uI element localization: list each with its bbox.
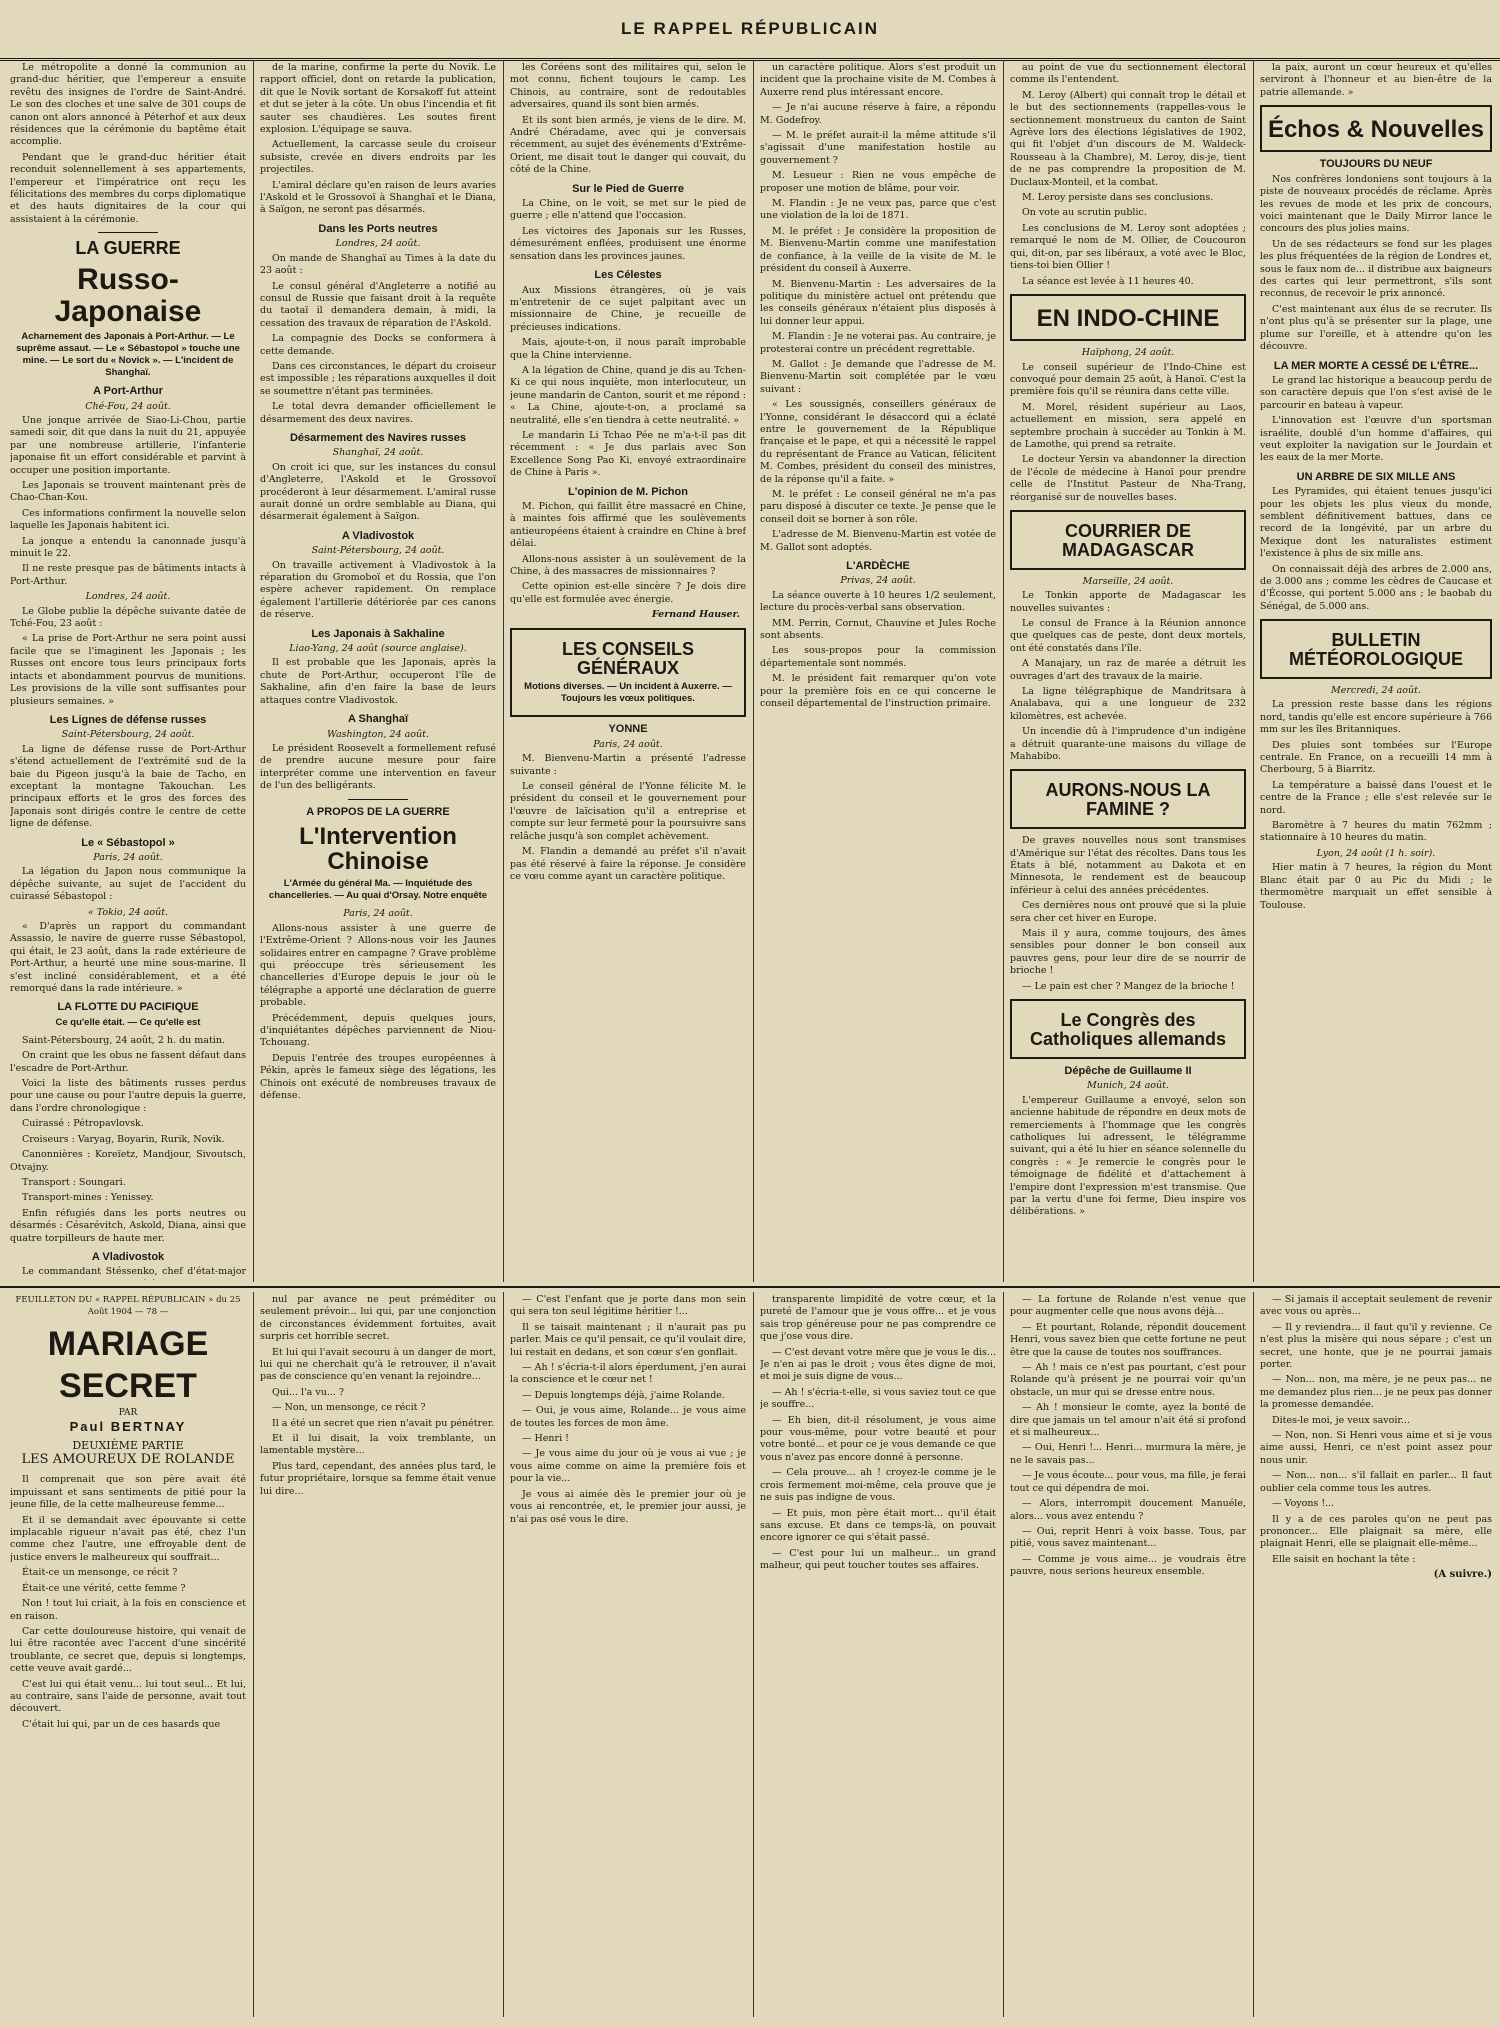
dateline: Munich, 24 août. — [1087, 1080, 1169, 1092]
paragraph: M. Flandin : Je ne voterai pas. Au contraire, je protesterai contre un précédent regrettable. — [760, 331, 996, 355]
feuilleton-meta: FEUILLETON DU « RAPPEL RÉPUBLICAIN » du 25 Août 1904 — 78 — — [15, 1295, 241, 1318]
paragraph: — Ah ! s'écria-t-elle, si vous saviez tout ce que je souffre... — [760, 1386, 996, 1411]
dateline: Privas, 24 août. — [840, 575, 916, 587]
dateline: Mercredi, 24 août. — [1331, 685, 1421, 696]
dateline: Washington, 24 août. — [327, 728, 429, 740]
paragraph: Il se taisait maintenant ; il n'aurait pas pu parler. Mais ce qu'il pensait, ce qu'il voulait dire, lui restait en dedans, et son cœur s'en gonflait. — [510, 1321, 746, 1358]
dateline: Paris, 24 août. — [593, 738, 663, 750]
paragraph: Actuellement, la carcasse seule du croiseur subsiste, crevée en divers endroits par les projectiles. — [260, 139, 496, 176]
dateline: Paris, 24 août. — [343, 908, 413, 920]
paragraph: transparente limpidité de votre cœur, et la pureté de l'amour que je vous offre... et je vous sais trop généreuse pour ne pas comprendre ce que j'ose vous dire. — [760, 1294, 996, 1343]
paragraph: — Je n'ai aucune réserve à faire, a répondu M. Godefroy. — [760, 102, 996, 126]
paragraph: Les Pyramides, qui étaient tenues jusqu'ici pour les objets les plus vieux du monde, semblent définitivement battues, dans ce record de la longévité, par un arbre du Mexique dont les naturalistes estiment l'existence à plus de six mille ans. — [1260, 486, 1492, 560]
indochina-box — [1010, 294, 1246, 341]
section-heading: A Vladivostok — [341, 529, 415, 542]
section-heading: Dans les Ports neutres — [318, 222, 438, 235]
paragraph: Était-ce un mensonge, ce récit ? — [22, 1567, 178, 1579]
paragraph: M. Leroy persiste dans ses conclusions. — [1022, 192, 1214, 204]
paragraph: Saint-Pétersbourg, 24 août, 2 h. du matin. — [22, 1034, 225, 1046]
dateline: Londres, 24 août. — [335, 238, 421, 250]
paragraph: Aux Missions étrangères, où je vais m'entretenir de ce sujet palpitant avec un missionnaire de Chine, je recueille de précieuses indications. — [510, 284, 746, 333]
dateline: Marseille, 24 août. — [1082, 575, 1174, 587]
masthead — [0, 0, 1500, 61]
paragraph: — Le pain est cher ? Mangez de la brioche ! — [1022, 980, 1235, 992]
paragraph: Mais, ajoute-t-on, il nous paraît improbable que la Chine intervienne. — [510, 337, 746, 361]
headline-intervention: L'Intervention Chinoise — [299, 822, 457, 876]
paragraph: Et il se demandait avec épouvante si cette implacable rigueur n'avait pas été, chez l'un comme chez l'autre, une effroyable dent de justice envers le malheureux qui souffrait... — [10, 1514, 246, 1563]
paragraph: la paix, auront un cœur heureux et qu'elles serviront à l'honneur et au bien-être de la patrie allemande. » — [1260, 62, 1492, 98]
paragraph: Il comprenait que son père avait été impuissant et sans sentiments de pitié pour la jeune fille, de la cette malheureuse femme... — [10, 1474, 246, 1511]
paragraph: C'est lui qui était venu... lui tout seul... Et lui, au contraire, sans l'aide de personne, avait tout découvert. — [10, 1678, 246, 1715]
section-heading: LA FLOTTE DU PACIFIQUE — [57, 1001, 199, 1014]
weather-box — [1260, 619, 1492, 679]
paragraph: — Si jamais il acceptait seulement de revenir avec vous ou après... — [1260, 1294, 1492, 1318]
column-3 — [510, 62, 746, 1280]
paragraph: — Eh bien, dit-il résolument, je vous aime pour vous-même, pour votre beauté et pour votre bonté... et pour ce je vous demande ce que vous n'avez pas encore donné à personne. — [760, 1414, 996, 1463]
column-rule — [253, 60, 254, 1282]
column-rule — [1253, 60, 1254, 1282]
dateline: Paris, 24 août. — [93, 851, 163, 863]
paragraph: La séance est levée à 11 heures 40. — [1022, 275, 1194, 287]
feuilleton-column-3 — [510, 1294, 746, 2014]
paragraph: Les conclusions de M. Leroy sont adoptées ; remarqué le nom de M. Ollier, de Coucouron qui, dit-on, par ses libéraux, a voté avec le Bloc, tiens-toi bien Ollier ! — [1010, 222, 1246, 272]
section-heading: LA MER MORTE A CESSÉ DE L'ÊTRE... — [1273, 359, 1479, 372]
dateline: Liao-Yang, 24 août (source anglaise). — [289, 643, 467, 655]
paragraph: De graves nouvelles nous sont transmises d'Amérique sur l'état des récoltes. Dans tous les États à blé, notamment au Dakota et en Minnesota, le rendement est de beaucoup inférieur à celui des années précédentes. — [1010, 835, 1246, 896]
paragraph: Baromètre à 7 heures du matin 762mm ; stationnaire à 10 heures du matin. — [1260, 820, 1492, 844]
paragraph: Les sous-propos pour la commission départementale sont nommés. — [760, 645, 996, 669]
paragraph: Non ! tout lui criait, à la fois en conscience et en raison. — [10, 1598, 246, 1622]
section-heading: Les Célestes — [594, 269, 662, 282]
headline-indochina: EN INDO-CHINE — [1036, 304, 1220, 332]
paragraph: La pression reste basse dans les régions nord, tandis qu'elle est encore supérieure à 766 mm sur les îles Britanniques. — [1260, 699, 1492, 736]
paragraph: Le consul de France à la Réunion annonce que quelques cas de peste, dont deux mortels, ont été constatés dans l'île. — [1010, 617, 1246, 654]
feuilleton-part-title: LES AMOUREUX DE ROLANDE — [21, 1452, 235, 1468]
paragraph: Des pluies sont tombées sur l'Europe centrale. En France, on a recueilli 14 mm à Cherbourg, 5 à Biarritz. — [1260, 739, 1492, 776]
headline-madagascar: COURRIER DE MADAGASCAR — [1062, 520, 1194, 560]
masthead-title: LE RAPPEL RÉPUBLICAIN — [621, 19, 879, 38]
paragraph: — Cela prouve... ah ! croyez-le comme je le crois fermement moi-même, cela prouve que je ne suis pas indigne de vous. — [760, 1467, 996, 1504]
paragraph: Je vous ai aimée dès le premier jour où je vous ai rencontrée, et, le premier jour aussi, je n'ai pas osé vous le dire. — [510, 1488, 746, 1525]
paragraph: La ligne télégraphique de Mandritsara à Analabava, qui a une longueur de 232 kilomètres, est achevée. — [1010, 686, 1246, 722]
feuilleton-column-2 — [260, 1294, 496, 2014]
paragraph: Elle saisit en hochant la tête : — [1272, 1553, 1416, 1565]
section-heading: YONNE — [608, 723, 648, 736]
paragraph: — Non, non. Si Henri vous aime et si je vous aime aussi, Henri, ce n'est point assez pour nous unir. — [1260, 1430, 1492, 1466]
paragraph: On craint que les obus ne fassent défaut dans l'escadre de Port-Arthur. — [10, 1050, 246, 1074]
paragraph: Pendant que le grand-duc héritier était reconduit solennellement à ses appartements, l'empereur et l'impératrice ont reçu les félicitations des membres du corps diplomatique et des hauts dignitaires de la cour qui assistaient à la cérémonie. — [10, 151, 246, 225]
paragraph: — Je vous aime du jour où je vous ai vue ; je vous aime comme on aime la première fois et pour la vie... — [510, 1448, 746, 1485]
paragraph: — Ah ! s'écria-t-il alors éperdument, j'en aurai la conscience et le cœur net ! — [510, 1362, 746, 1386]
paragraph: Enfin réfugiés dans les ports neutres ou désarmés : Césarévitch, Askold, Diana, ainsi que quatre torpilleurs de haute mer. — [10, 1207, 246, 1244]
congress-box — [1010, 999, 1246, 1059]
dateline: Londres, 24 août. — [85, 591, 171, 603]
paragraph: — Ah ! mais ce n'est pas pourtant, c'est pour Rolande qu'à présent je ne pourrai voir qu'un obstacle, un mur qui se dresse entre nous. — [1010, 1362, 1246, 1398]
paragraph: Le conseil général de l'Yonne félicite M. le président du conseil et le gouvernement pour l'œuvre de laïcisation qu'il a entreprise et compte sur leur fermeté pour la poursuivre sans relâche jusqu'à son complet achèvement. — [510, 781, 746, 842]
paragraph: On connaissait déjà des arbres de 2.000 ans, de 3.000 ans ; comme les cèdres de Caucase et d'Écosse, qui portent 5.000 ans ; le baobab du Sénégal, de 5.000 ans. — [1260, 563, 1492, 612]
paragraph: — Non... non, ma mère, je ne peux pas... ne me demandez plus rien... je ne peux pas donner la promesse demandée. — [1260, 1374, 1492, 1411]
column-2 — [260, 62, 496, 1280]
paragraph: Transport-mines : Yenissey. — [22, 1192, 154, 1204]
headline-war-top: LA GUERRE — [75, 238, 181, 259]
paragraph: La température a baissé dans l'ouest et le centre de la France ; elle s'est relevée sur le nord. — [1260, 779, 1492, 816]
paragraph: — Et pourtant, Rolande, répondit doucement Henri, vous savez bien que cette fortune ne peut être que la cause de toutes nos souffrances. — [1010, 1321, 1246, 1358]
feuilleton-title-line-1: MARIAGE — [47, 1324, 209, 1363]
paragraph: Ces dernières nous ont prouvé que si la pluie sera cher cet hiver en Europe. — [1010, 900, 1246, 924]
paragraph: nul par avance ne peut préméditer ou seulement prévoir... lui qui, par une conjonction de circonstances évidemment fortuites, avait surpris cet horrible secret. — [260, 1294, 496, 1343]
paragraph: — Oui, reprit Henri à voix basse. Tous, par pitié, vous savez maintenant... — [1010, 1525, 1246, 1550]
paragraph: — Et puis, mon père était mort... qu'il était sans excuse. Et dans ce temps-là, on pouvait encore ignorer ce qui s'était passé. — [760, 1507, 996, 1544]
paragraph: — Non, un mensonge, ce récit ? — [272, 1402, 426, 1414]
paragraph: M. Bienvenu-Martin : Les adversaires de la politique du ministère actuel ont prétendu que les conseils généraux n'étaient plus disposés à lui donner leur appui. — [760, 278, 996, 327]
paragraph: « D'après un rapport du commandant Assassio, le navire de guerre russe Sébastopol, qui était, le 23 août, dans la rade extérieure de Port-Arthur, a heurté une mine sous-marine. Il s'est incliné considérablement, et a été remorqué dans la rade intérieure. » — [10, 921, 246, 995]
feuilleton-column-5 — [1010, 1294, 1246, 2014]
column-4 — [760, 62, 996, 1280]
column-1 — [10, 62, 246, 1280]
column-5 — [1010, 62, 1246, 1280]
paragraph: Mais il y aura, comme toujours, des âmes sensibles pour donner le bon conseil aux pauvres gens, pour leur dire de se nourrir de brioche ! — [1010, 928, 1246, 977]
paragraph: Transport : Soungari. — [22, 1176, 126, 1188]
dateline: « Tokio, 24 août. — [87, 906, 169, 918]
feuilleton-title-line-2: SECRET — [59, 1366, 197, 1405]
paragraph: les Coréens sont des militaires qui, selon le mot connu, fichent toujours le camp. Les Chinois, au contraire, sont de redoutables adversaires, quand ils sont bien armés. — [510, 62, 746, 111]
section-heading: Sur le Pied de Guerre — [572, 182, 684, 195]
paragraph: M. Lesueur : Rien ne vous empêche de proposer une motion de blâme, pour voir. — [760, 170, 996, 194]
dateline: Ché-Fou, 24 août. — [85, 400, 171, 412]
paragraph: Un incendie dû à l'imprudence d'un indigène a détruit quarante-une maisons du village de Mahabibo. — [1010, 726, 1246, 763]
paragraph: Était-ce une vérité, cette femme ? — [22, 1582, 186, 1594]
paragraph: Et lui qui l'avait secouru à un danger de mort, lui qui ne cherchait qu'à le retrouver, il n'avait pas de conscience qu'en venant la rejoindre... — [260, 1346, 496, 1383]
headline-echos: Échos & Nouvelles — [1267, 116, 1485, 144]
paragraph: Le métropolite a donné la communion au grand-duc héritier, que l'empereur a ensuite revêtu des insignes de l'ordre de Saint-André. Le son des cloches et une salve de 301 coups de canon ont alors annoncé à Péterhof et aux deux résidences que la cérémonie du baptême était accomplie. — [10, 62, 246, 148]
paragraph: — C'est l'enfant que je porte dans mon sein qui sera ton seul légitime héritier !... — [510, 1294, 746, 1318]
paragraph: de la marine, confirme la perte du Novik. Le rapport officiel, dont on retarde la publication, dit que le Novik sortant de Korsakoff fut atteint et dut se jeter à la côte. Un obus l'incendia et fit sauter ses chaudières. Les soutes firent explosion. L'équipage se sauva. — [260, 62, 496, 136]
paragraph: Le total devra demander officiellement le désarmement des deux navires. — [260, 401, 496, 425]
paragraph: Allons-nous assister à une guerre de l'Extrême-Orient ? Allons-nous voir les Jaunes solidaires entrer en campagne ? Grave problème qui préoccupe très sérieusement les chancelleries d'Europe depuis le jour où le télégraphe a apporté une déclaration de guerre probable. — [260, 922, 496, 1009]
paragraph: — Comme je vous aime... je voudrais être pauvre, nous serions heureux ensemble. — [1010, 1553, 1246, 1578]
dateline: Saint-Pétersbourg, 24 août. — [61, 729, 195, 741]
paragraph: Cette opinion est-elle sincère ? Je dois dire qu'elle est formulée avec énergie. — [510, 581, 746, 605]
paragraph: On vote au scrutin public. — [1022, 207, 1147, 219]
paragraph: Hier matin à 7 heures, la région du Mont Blanc était par 0 au Pic du Midi ; le thermomètre marquait un effet sensible à Toulouse. — [1260, 862, 1492, 911]
paragraph: On mande de Shanghaï au Times à la date du 23 août : — [260, 252, 496, 277]
paragraph: M. le président fait remarquer qu'on vote pour la première fois en ce qui concerne le conseil départemental de l'instruction primaire. — [760, 673, 996, 710]
paragraph: A Manajary, un raz de marée a détruit les ouvrages d'art des travaux de la mairie. — [1010, 658, 1246, 682]
column-rule — [753, 1292, 754, 2017]
paragraph: L'adresse de M. Bienvenu-Martin est votée de M. Gallot sont adoptés. — [760, 529, 996, 553]
column-rule — [503, 60, 504, 1282]
paragraph: — Alors, interrompit doucement Manuéle, alors... vous avez entendu ? — [1010, 1498, 1246, 1522]
column-rule — [253, 1292, 254, 2017]
paragraph: Il y a de ces paroles qu'on ne peut pas prononcer... Elle plaignait sa mère, elle plaignait Henri, elle se plaignait elle-même... — [1260, 1513, 1492, 1550]
paragraph: Dans ces circonstances, le départ du croiseur est impossible ; les réparations auxquelles il doit se soumettre n'étant pas terminées. — [260, 360, 496, 397]
paragraph: — La fortune de Rolande n'est venue que pour augmenter celle que nous avons déjà... — [1010, 1294, 1246, 1318]
paragraph: — Voyons !... — [1272, 1498, 1335, 1510]
paragraph: A la légation de Chine, quand je dis au Tchen-Ki ce qui nous inquiète, mon interlocuteur, un jeune mandarin de Canton, sourit et me répond : « La Chine, ajoute-t-on, a proclamé sa neutralité, elle s'en tiendra à cette neutralité. » — [510, 364, 746, 426]
paragraph: Il ne reste presque pas de bâtiments intacts à Port-Arthur. — [10, 563, 246, 587]
paragraph: Cuirassé : Pétropavlovsk. — [22, 1118, 144, 1130]
paragraph: Nos confrères londoniens sont toujours à la piste de nouveaux procédés de réclame. Après les revues de mode et les prix de concours, voici maintenant que le Daily Mirror lance le concours des plus jolies mains. — [1260, 173, 1492, 235]
paragraph: M. Flandin : Je ne veux pas, parce que c'est une violation de la loi de 1871. — [760, 198, 996, 222]
paragraph: Depuis l'entrée des troupes européennes à Pékin, après le fameux siège des légations, les Chinois ont exécuté de nombreuses travaux de défense. — [260, 1052, 496, 1101]
paragraph: L'innovation est l'œuvre d'un sportsman israélite, doublé d'un homme d'affaires, qui veut exploiter la navigation sur le Jourdain et les eaux de la mer Morte. — [1260, 415, 1492, 464]
feuilleton-column-1 — [10, 1294, 246, 2014]
headline-famine: AURONS-NOUS LA FAMINE ? — [1045, 780, 1211, 820]
paragraph: Le conseil supérieur de l'Indo-Chine est convoqué pour demain 25 août, à Hanoï. C'est la première fois qu'il se réunira dans cette ville. — [1010, 361, 1246, 398]
paragraph: Le commandant Stéssenko, chef d'état-major — [22, 1266, 246, 1278]
paragraph: Il a été un secret que rien n'avait pu pénétrer. — [272, 1417, 495, 1429]
paragraph: Un de ses rédacteurs se fond sur les plages les plus fréquentées de la région de Londres et, sous le faux nom de... il distribue aux baigneurs des cartes qui leur permettront, s'ils sont reconnus, de recevoir le prix annoncé. — [1260, 238, 1492, 300]
feuilleton-author: Paul BERTNAY — [69, 1419, 187, 1435]
byline: Fernand Hauser. — [651, 609, 740, 621]
paragraph: Canonnières : Koreïetz, Mandjour, Sivoutsch, Otvajny. — [10, 1149, 246, 1173]
column-6 — [1260, 62, 1492, 1280]
paragraph: Allons-nous assister à un soulèvement de la Chine, à des massacres de missionnaires ? — [510, 553, 746, 578]
paragraph: La compagnie des Docks se conformera à cette demande. — [260, 333, 496, 357]
paragraph: Croiseurs : Varyag, Boyarin, Rurik, Novik. — [22, 1133, 225, 1145]
paragraph: — Ah ! monsieur le comte, ayez la bonté de dire que jamais un tel amour n'ait été si profond et si malheureux... — [1010, 1402, 1246, 1439]
paragraph: MM. Perrin, Cornut, Chauvine et Jules Roche sont absents. — [760, 617, 996, 642]
famine-box — [1010, 769, 1246, 829]
paragraph: L'amiral déclare qu'en raison de leurs avaries l'Askold et le Grossovoï à Shanghaï et le Diana, à Saïgon, ne seront pas désarmés. — [260, 179, 496, 216]
dateline: Saint-Pétersbourg, 24 août. — [311, 545, 445, 557]
paragraph: — Depuis longtemps déjà, j'aime Rolande. — [522, 1389, 725, 1401]
feuilleton-column-4 — [760, 1294, 996, 2014]
headline-councils: LES CONSEILS GÉNÉRAUX — [561, 638, 695, 678]
separator — [98, 232, 158, 233]
headline-war: Russo-Japonaise — [54, 263, 202, 328]
paragraph: Le président Roosevelt a formellement refusé de prendre aucune mesure pour faire interpréter comme une intervention en faveur de l'un des belligérants. — [260, 742, 496, 792]
paragraph: M. Gallot : Je demande que l'adresse de M. Bienvenu-Martin soit complétée par le vœu suivant : — [760, 358, 996, 395]
headline-deck: Motions diverses. — Un incident à Auxerre. — Toujours les vœux politiques. — [524, 681, 732, 705]
section-heading: Les Japonais à Sakhaline — [311, 627, 445, 640]
section-heading: TOUJOURS DU NEUF — [1319, 158, 1433, 171]
paragraph: La séance ouverte à 10 heures 1/2 seulement, lecture du procès-verbal sans observation. — [760, 589, 996, 614]
paragraph: Qui... l'a vu... ? — [272, 1386, 345, 1398]
paragraph: Le Tonkin apporte de Madagascar les nouvelles suivantes : — [1010, 590, 1246, 614]
section-heading: Le « Sébastopol » — [81, 836, 175, 849]
continued-note: (A suivre.) — [1433, 1569, 1492, 1581]
dateline: Lyon, 24 août (1 h. soir). — [1316, 847, 1436, 859]
paragraph: La légation du Japon nous communique la dépêche suivante, au sujet de l'accident du cuirassé Sébastopol : — [10, 866, 246, 903]
paragraph: Précédemment, depuis quelques jours, d'inquiétantes dépêches parviennent de Niou-Tchouang. — [260, 1012, 496, 1049]
paragraph: Et ils sont bien armés, je viens de le dire. M. André Chéradame, avec qui je conversais récemment, au sujet des événements d'Extrême-Orient, me disait tout le danger qui couvait, du côté de la Chine. — [510, 114, 746, 176]
section-heading: L'opinion de M. Pichon — [568, 485, 688, 498]
paragraph: Dites-le moi, je veux savoir... — [1272, 1414, 1410, 1426]
headline-deck: Ce qu'elle était. — Ce qu'elle est — [55, 1016, 201, 1028]
column-rule — [1253, 1292, 1254, 2017]
paragraph: M. Leroy (Albert) qui connaît trop le détail et le but des sectionnements (rappelles-vous le sectionnement monstrueux du canton de Saint Agrève lors des élections législatives de 1902, qui fit l'objet d'un discours de M. Waldeck-Rousseau à la Chambre), M. Leroy, dis-je, tient de ne pas comprendre la proposition de M. Duclaux-Monteil, et la combat. — [1010, 89, 1246, 188]
headline-deck: L'Armée du général Ma. — Inquiétude des chancelleries. — Au quai d'Orsay. Notre enquête — [268, 878, 488, 902]
paragraph: La Chine, on le voit, se met sur le pied de guerre ; elle n'attend que l'occasion. — [510, 198, 746, 222]
paragraph: — C'est pour lui un malheur... un grand malheur, qui peut toucher toutes ses affaires. — [760, 1547, 996, 1572]
paragraph: C'est maintenant aux élus de se recruter. Ils n'ont plus qu'à se présenter sur la plage, une plume sur l'oreille, et à attendre qu'on les découvre. — [1260, 303, 1492, 353]
headline-congress: Le Congrès des Catholiques allemands — [1029, 1010, 1227, 1049]
paragraph: La jonque a entendu la canonnade jusqu'à minuit le 22. — [10, 535, 246, 560]
paragraph: Plus tard, cependant, des années plus tard, le futur propriétaire, lorsque sa femme était venue lui dire... — [260, 1460, 496, 1497]
paragraph: Ces informations confirment la nouvelle selon laquelle les Japonais habitent ici. — [10, 507, 246, 532]
paragraph: L'empereur Guillaume a envoyé, selon son ancienne habitude de répondre en deux mots de remerciements à l'hommage que les congrès catholiques lui adressent, le télégramme suivant, qui a été lu hier en séance solennelle du congrès : « Je remercie le congrès pour le témoignage de fidélité et d'attachement à l'empire dont l'expression m'est transmise. Que par la vertu d'une foi ferme, Dieu inspire vos délibérations. » — [1010, 1094, 1246, 1218]
paragraph: — Je vous écoute... pour vous, ma fille, je ferai tout ce qui dépendra de moi. — [1010, 1470, 1246, 1494]
paragraph: — Non... non... s'il fallait en parler... Il faut oublier cela comme tous les autres. — [1260, 1470, 1492, 1494]
paragraph: Le consul général d'Angleterre a notifié au consul de Russie que faisant droit à la requête du taotaï il demandera demain, à midi, la cessation des travaux de réparation de l'Askold. — [260, 280, 496, 329]
paragraph: La ligne de défense russe de Port-Arthur s'étend actuellement de l'extrémité sud de la baie du Pigeon jusqu'à la baie de Tacho, en exceptant la montagne Takouchan. Les principaux efforts et le gros des forces des Japonais sont dirigés contre le centre de cette ligne de défense. — [10, 743, 246, 830]
paragraph: Car cette douloureuse histoire, qui venait de lui être racontée avec l'accent d'une sincérité troublante, ce secret que, depuis si longtemps, cette veuve avait gardé... — [10, 1625, 246, 1675]
column-rule — [753, 60, 754, 1282]
paragraph: Le docteur Yersin va abandonner la direction de l'école de médecine à Hanoï pour prendre celle de l'Institut Pasteur de Nha-Trang, réorganisé sur de nouvelles bases. — [1010, 454, 1246, 503]
madagascar-box — [1010, 510, 1246, 570]
paragraph: — C'est devant votre mère que je vous le dis... Je n'en ai pas le droit ; vous êtes digne de moi, et moi je suis digne de vous... — [760, 1346, 996, 1383]
section-heading: Dépêche de Guillaume II — [1064, 1064, 1192, 1077]
paragraph: « La prise de Port-Arthur ne sera point aussi facile que se l'imaginent les Japonais ; les Russes ont encore tous leurs principaux forts intacts et abondamment pourvus de munitions. Les provisions de la ville sont suffisantes pour plusieurs semaines. » — [10, 633, 246, 707]
paragraph: Le mandarin Li Tchao Pée ne m'a-t-il pas dit récemment : « Je dus parlais avec Son Excellence Song Pao Ki, envoyé extraordinaire de Chine à Paris ». — [510, 429, 746, 479]
councils-box — [510, 628, 746, 718]
paragraph: Le grand lac historique a beaucoup perdu de son caractère depuis que l'on s'est avisé de le parcourir en bateau à vapeur. — [1260, 374, 1492, 411]
paragraph: M. le préfet : Je considère la proposition de M. Bienvenu-Martin comme une manifestation de confiance, à la veille de la visite de M. le président du conseil à Auxerre. — [760, 225, 996, 275]
paragraph: C'était lui qui, par un de ces hasards que — [22, 1718, 221, 1730]
feuilleton-divider — [0, 1286, 1500, 1288]
echos-box — [1260, 105, 1492, 152]
separator — [348, 799, 408, 800]
section-heading: L'ARDÈCHE — [846, 560, 910, 573]
paragraph: Et il lui disait, la voix tremblante, un lamentable mystère... — [260, 1433, 496, 1457]
dateline: Shanghaï, 24 août. — [332, 447, 424, 459]
feuilleton-column-6 — [1260, 1294, 1492, 2014]
section-heading: A Vladivostok — [91, 1250, 165, 1263]
paragraph: « Les soussignés, conseillers généraux de l'Yonne, considérant le désaccord qui a éclaté entre le gouvernement de la République française et le pape, et qui a nécessité le rappel du représentant de France au Vatican, félicitent M. Combes, président du conseil des ministres, de la réponse qu'il a faite. » — [760, 399, 996, 485]
headline-deck: Acharnement des Japonais à Port-Arthur. — Le suprême assaut. — Le « Sébastopol » touche une mine. — Le sort du « Novick ». — L'incident de Shanghaï. — [16, 331, 240, 379]
paragraph: Il est probable que les Japonais, après la chute de Port-Arthur, occuperont l'île de Sakhaline, afin d'en faire la base de leurs attaques contre Vladivostok. — [260, 657, 496, 706]
section-heading: UN ARBRE DE SIX MILLE ANS — [1296, 470, 1456, 483]
paragraph: On travaille activement à Vladivostok à la réparation du Gromoboï et du Rossia, que l'on espère achever rapidement. On remplace également l'artillerie détériorée par ces canons de réserve. — [260, 559, 496, 621]
paragraph: Voici la liste des bâtiments russes perdus pour une cause ou pour l'autre depuis la guerre, dans l'ordre chronologique : — [10, 1078, 246, 1114]
section-heading: A Shanghaï — [347, 713, 409, 726]
paragraph: Une jonque arrivée de Siao-Li-Chou, partie samedi soir, dit que dans la nuit du 21, appuyée par une nombreuse artillerie, l'infanterie japonaise fit un effort considérable et parvint à occuper une position importante. — [10, 414, 246, 476]
paragraph: M. Bienvenu-Martin a présenté l'adresse suivante : — [510, 753, 746, 777]
paragraph: Les Japonais se trouvent maintenant près de Chao-Chan-Kou. — [10, 480, 246, 504]
paragraph: Les victoires des Japonais sur les Russes, démesurément enflées, produisent une énorme sensation dans les provinces jaunes. — [510, 225, 746, 262]
section-heading: A Port-Arthur — [93, 385, 163, 398]
paragraph: — M. le préfet aurait-il la même attitude s'il s'agissait d'une manifestation hostile au gouvernement ? — [760, 130, 996, 166]
paragraph: M. Morel, résident supérieur au Laos, actuellement en mission, sera appelé en septembre prochain à succéder au Tonkin à M. de Lamothe, qui prend sa retraite. — [1010, 401, 1246, 450]
paragraph: Le Globe publie la dépêche suivante datée de Tché-Fou, 23 août : — [10, 605, 246, 630]
column-rule — [503, 1292, 504, 2017]
section-heading: A PROPOS DE LA GUERRE — [306, 805, 450, 818]
section-heading: Les Lignes de défense russes — [49, 713, 207, 726]
headline-weather: BULLETIN MÉTÉOROLOGIQUE — [1288, 630, 1463, 670]
column-rule — [1003, 60, 1004, 1282]
dateline: Haïphong, 24 août. — [1081, 347, 1175, 359]
paragraph: au point de vue du sectionnement électoral comme ils l'entendent. — [1010, 62, 1246, 86]
paragraph: — Henri ! — [522, 1433, 569, 1445]
paragraph: — Il y reviendra... il faut qu'il y revienne. Ce n'est plus la misère qui nous sépare ; c'est un secret, une honte, que je ne pourrai jamais porter. — [1260, 1321, 1492, 1371]
paragraph: — Oui, je vous aime, Rolande... je vous aime de toutes les forces de mon âme. — [510, 1405, 746, 1429]
paragraph: M. Pichon, qui faillit être massacré en Chine, à maintes fois affirmé que les soulèvements antieuropéens étaient à craindre en Chine à bref délai. — [510, 501, 746, 550]
feuilleton-by: PAR — [118, 1407, 138, 1418]
section-heading: Désarmement des Navires russes — [289, 431, 467, 444]
feuilleton-part: DEUXIÈME PARTIE — [72, 1438, 184, 1452]
paragraph: un caractère politique. Alors s'est produit un incident que la prochaine visite de M. Combes à Auxerre rend plus intéressant encore. — [760, 62, 996, 98]
paragraph: M. le préfet : Le conseil général ne m'a pas paru disposé à discuter ce texte. Je pense que le conseil doit se borner à son rôle. — [760, 489, 996, 525]
paragraph: — Oui, Henri !... Henri... murmura la mère, je ne le savais pas... — [1010, 1442, 1246, 1466]
paragraph: M. Flandin a demandé au préfet s'il n'avait pas été réservé à faire la réponse. Je considère ce vœu comme ayant un caractère politique. — [510, 846, 746, 882]
paragraph: On croit ici que, sur les instances du consul d'Angleterre, l'Askold et le Grossovoï procéderont à leur désarmement. L'amiral russe aurait donné un ordre semblable au Diana, qui désarmerait également à Saïgon. — [260, 461, 496, 523]
column-rule — [1003, 1292, 1004, 2017]
